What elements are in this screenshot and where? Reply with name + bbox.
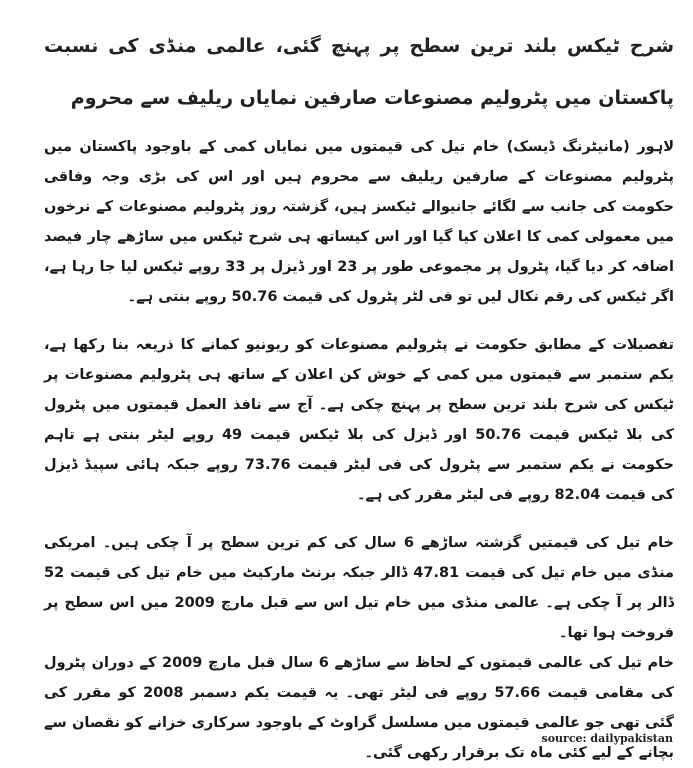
article-paragraph: لاہور (مانیٹرنگ ڈیسک) خام تیل کی قیمتوں میں نمایاں کمی کے باوجود پاکستان میں پٹرولیم مصنوعات کے صارفین ریلیف سے محروم ہیں اور اس کی بڑی وجہ وفاقی حکومت کی جانب سے لگائے جانیوالے ٹیکسز ہیں، گزشتہ روز پٹرولیم مصنوعات کے نرخوں میں معمولی کمی کا اعلان کیا گیا اور اس کیساتھ ہی شرح ٹیکس میں ساڑھے چار فیصد اضافہ کر دیا گیا، پٹرول پر مجموعی طور پر 23 اور ڈیزل پر 33 روپے ٹیکس لیا جا رہا ہے، اگر ٹیکس کی رقم نکال لیں تو فی لٹر پٹرول کی قیمت 50.76 روپے بنتی ہے۔ (44, 139, 674, 305)
source-credit: source: dailypakistan (541, 732, 673, 745)
article-headline: شرح ٹیکس بلند ترین سطح پر پہنچ گئی، عالمی منڈی کی نسبت پاکستان میں پٹرولیم مصنوعات صارفین نمایاں ریلیف سے محروم (44, 35, 674, 109)
article-paragraph: تفصیلات کے مطابق حکومت نے پٹرولیم مصنوعات کو ریونیو کمانے کا ذریعہ بنا رکھا ہے، یکم ستمبر سے قیمتوں میں کمی کے خوش کن اعلان کے ساتھ ہی پٹرولیم مصنوعات پر ٹیکس کی شرح بلند ترین سطح پر پہنچ چکی ہے۔ آج سے نافذ العمل قیمتوں میں پٹرول کی بلا ٹیکس قیمت 50.76 اور ڈیزل کی بلا ٹیکس قیمت 49 روپے لیٹر بنتی ہے تاہم حکومت نے یکم ستمبر سے پٹرول کی فی لیٹر قیمت 73.76 روپے جبکہ ہائی سپیڈ ڈیزل کی قیمت 82.04 روپے فی لیٹر مقرر کی ہے۔ (44, 337, 674, 503)
article-paragraph: خام تیل کی قیمتیں گزشتہ ساڑھے 6 سال کی کم ترین سطح پر آ چکی ہیں۔ امریکی منڈی میں خام تیل کی قیمت 47.81 ڈالر جبکہ برنٹ مارکیٹ میں خام تیل کی قیمت 52 ڈالر پر آ چکی ہے۔ عالمی منڈی میں خام تیل اس سے قبل مارچ 2009 میں اس سطح پر فروخت ہوا تھا۔ (44, 535, 674, 641)
article (44, 20, 674, 761)
article-paragraph: خام تیل کی عالمی قیمتوں کے لحاظ سے ساڑھے 6 سال قبل مارچ 2009 کے دوران پٹرول کی مقامی قیمت 57.66 روپے فی لیٹر تھی۔ یہ قیمت یکم دسمبر 2008 کو مقرر کی گئی تھی جو عالمی قیمتوں میں مسلسل گراوٹ کے باوجود سرکاری خزانے کو نقصان سے بچانے کے لیے کئی ماہ تک برقرار رکھی گئی۔ (44, 655, 674, 761)
